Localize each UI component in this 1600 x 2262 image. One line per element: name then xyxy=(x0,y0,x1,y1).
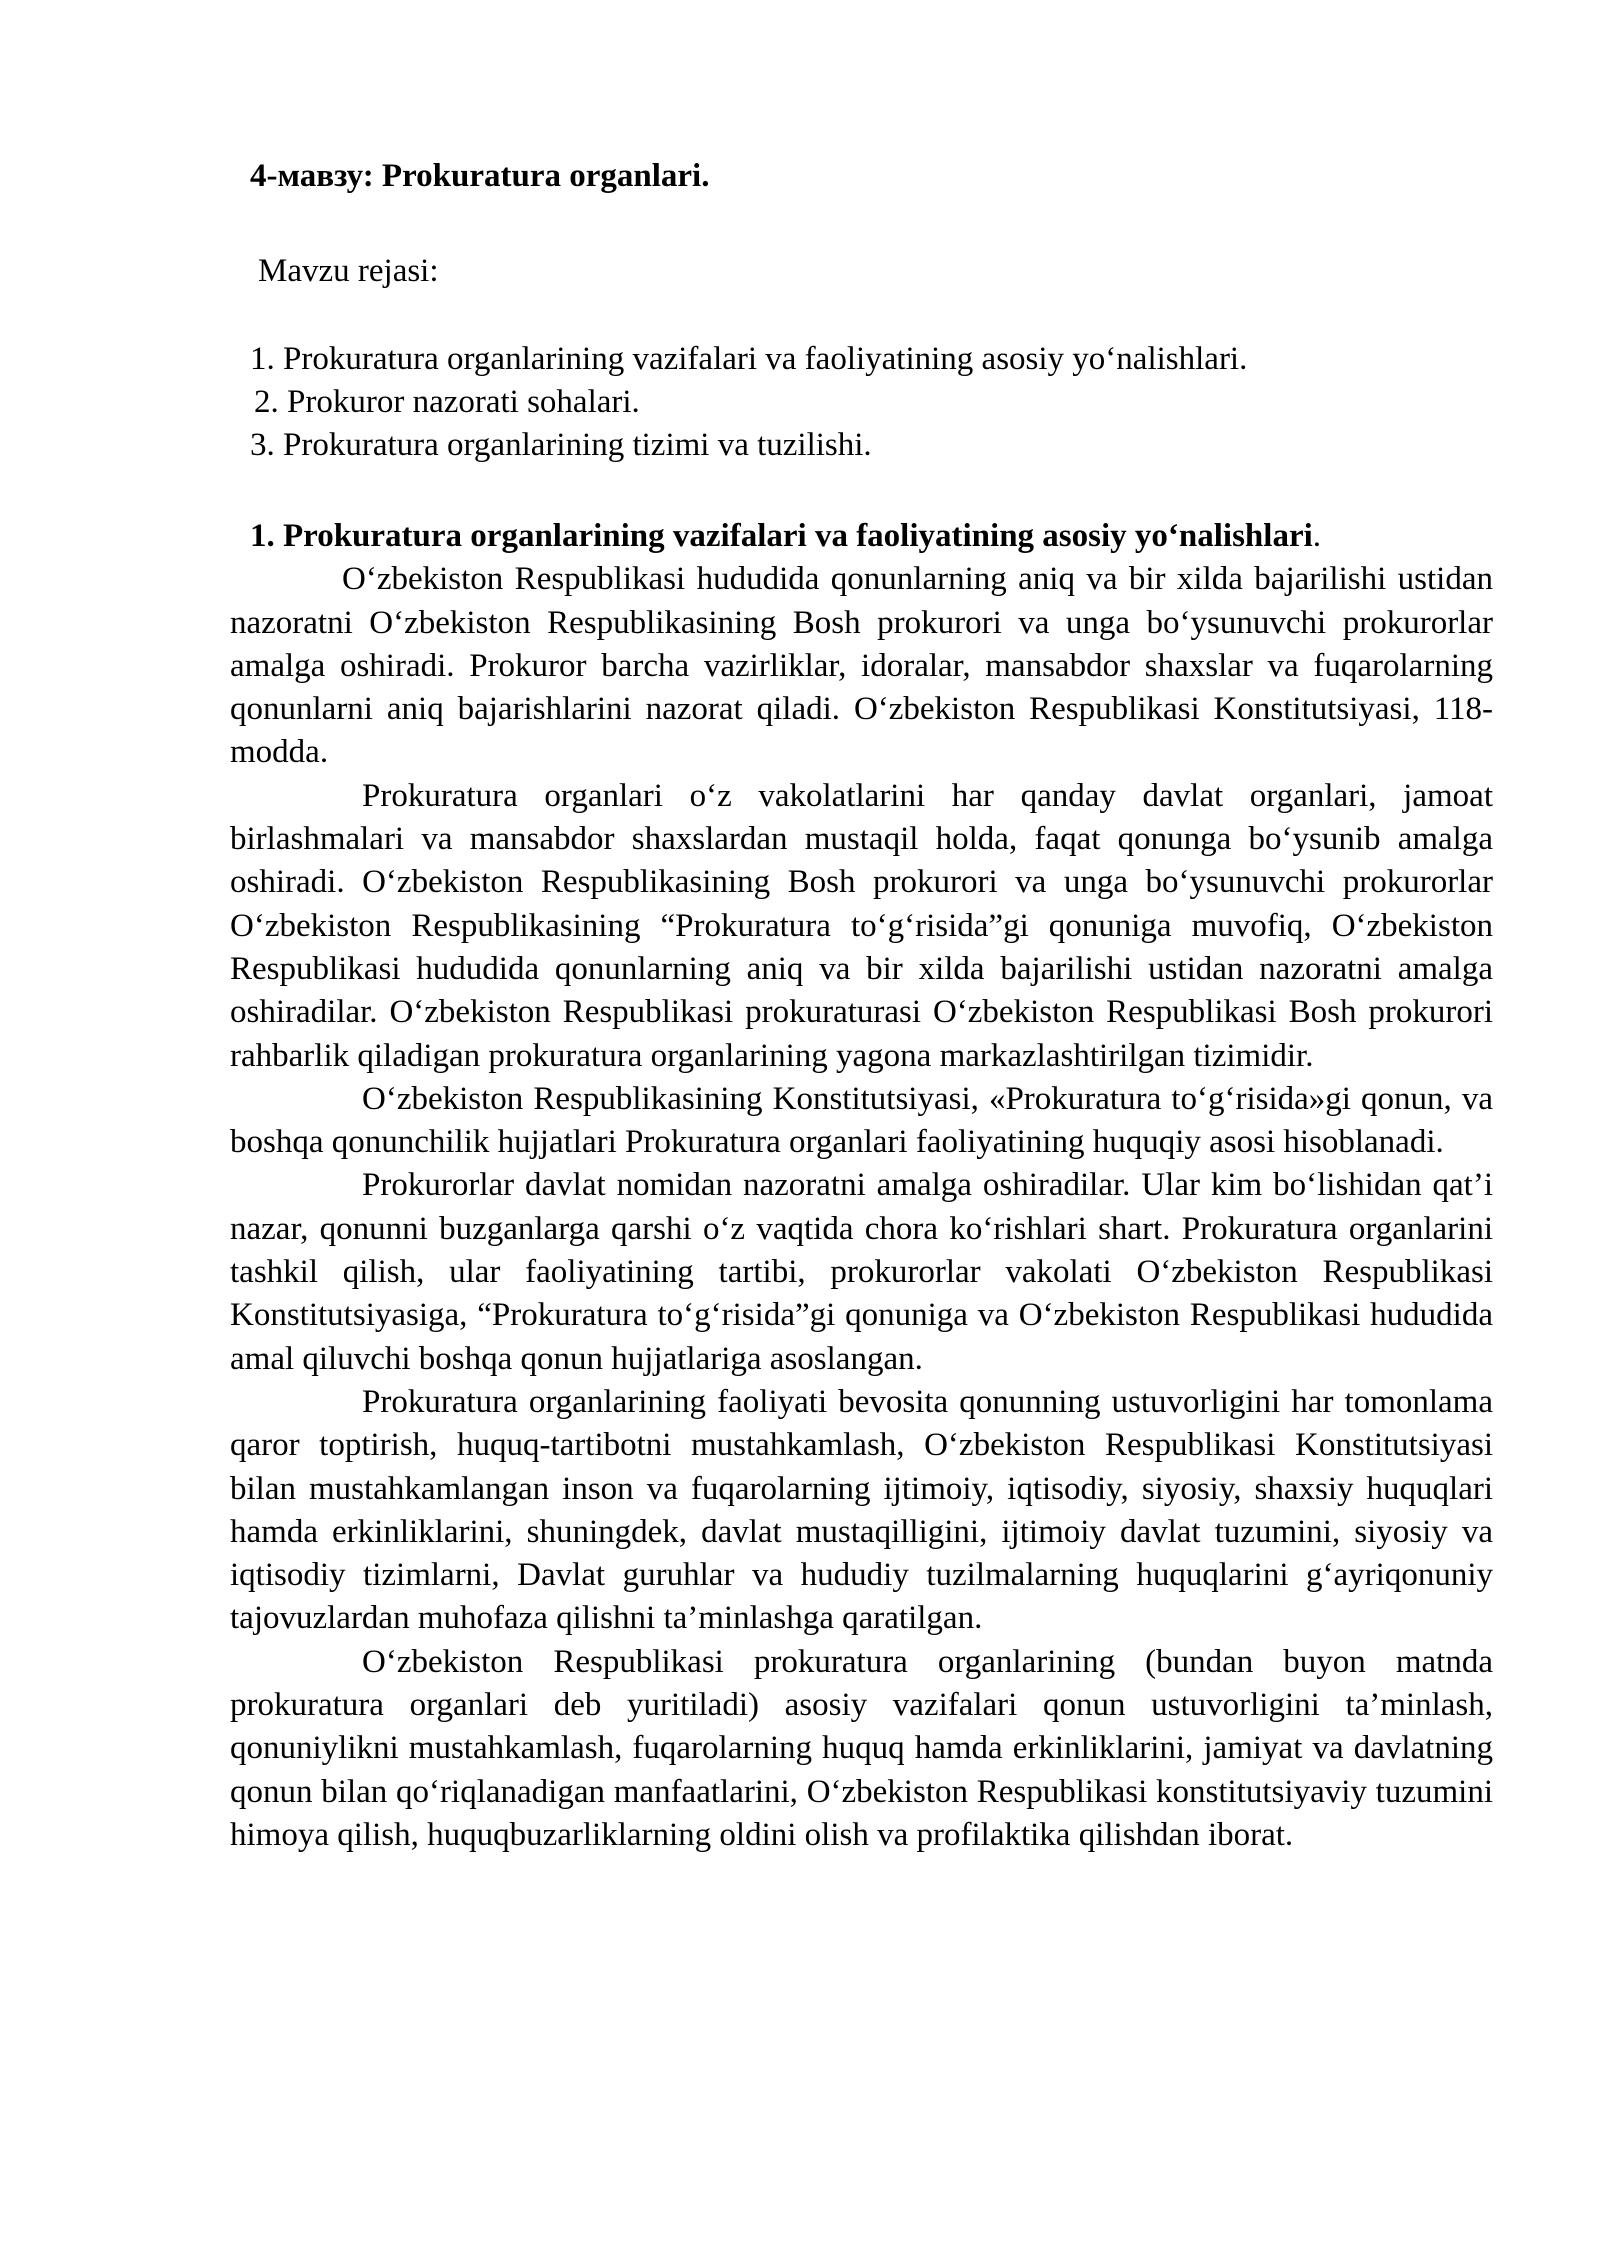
paragraph-1: O‘zbekiston Respublikasi hududida qonunlarning aniq va bir xilda bajarilishi ustidan nazoratni O‘zbekiston Respublikasining Bosh prokurori va unga bo‘ysunuvchi prokurorlar amalga oshiradi. Prokuror barcha vazirliklar, idoralar, mansabdor shaxslar va fuqarolarning qonunlarni aniq bajarishlarini nazorat qiladi. O‘zbekiston Respublikasi Konstitutsiyasi, 118-modda. xyxy=(230,561,1493,771)
section-heading-text: 1. Prokuratura organlarining vazifalari va faoliyatining asosiy yo‘nalishlari xyxy=(250,518,1313,554)
paragraph-3: O‘zbekiston Respublikasining Konstitutsiyasi, «Prokuratura to‘g‘risida»gi qonun, va boshqa qonunchilik hujjatlari Prokuratura organlari faoliyatining huquqiy asosi hisoblanadi. xyxy=(230,1080,1493,1161)
document-body xyxy=(230,515,1493,1857)
plan-item-2: 2. Prokuror nazorati sohalari. xyxy=(254,384,640,420)
paragraph-5: Prokuratura organlarining faoliyati bevosita qonunning ustuvorligini har tomonlama qaror toptirish, huquq-tartibotni mustahkamlash, O‘zbekiston Respublikasi Konstitutsiyasi bilan mustahkamlangan inson va fuqarolarning ijtimoiy, iqtisodiy, siyosiy, shaxsiy huquqlari hamda erkinliklarini, shuningdek, davlat mustaqilligini, ijtimoiy davlat tuzumini, siyosiy va iqtisodiy tizimlarni, Davlat guruhlar va hududiy tuzilmalarning huquqlarini g‘ayriqonuniy tajovuzlardan muhofaza qilishni ta’minlashga qaratilgan. xyxy=(230,1383,1493,1637)
plan-list xyxy=(250,338,1247,467)
document-title: 4-мавзу: Prokuratura organlari. xyxy=(250,158,710,194)
paragraph-6: O‘zbekiston Respublikasi prokuratura organlarining (bundan buyon matnda prokuratura organlari deb yuritiladi) asosiy vazifalari qonun ustuvorligini ta’minlash, qonuniylikni mustahkamlash, fuqarolarning huquq hamda erkinliklarini, jamiyat va davlatning qonun bilan qo‘riqlanadigan manfaatlarini, O‘zbekiston Respublikasi konstitutsiyaviy tuzumini himoya qilish, huquqbuzarliklarning oldini olish va profilaktika qilishdan iborat. xyxy=(230,1643,1493,1853)
section-heading xyxy=(230,515,1493,558)
paragraph-4: Prokurorlar davlat nomidan nazoratni amalga oshiradilar. Ular kim bo‘lishidan qat’i nazar, qonunni buzganlarga qarshi o‘z vaqtida chora ko‘rishlari shart. Prokuratura organlarini tashkil qilish, ular faoliyatining tartibi, prokurorlar vakolati O‘zbekiston Respublikasi Konstitutsiyasiga, “Prokuratura to‘g‘risida”gi qonuniga va O‘zbekiston Respublikasi hududida amal qiluvchi boshqa qonun hujjatlariga asoslangan. xyxy=(230,1167,1493,1377)
section-heading-tail: . xyxy=(1312,518,1322,554)
plan-item-3: 3. Prokuratura organlarining tizimi va tuzilishi. xyxy=(250,427,872,463)
plan-item-1: 1. Prokuratura organlarining vazifalari va faoliyatining asosiy yo‘nalishlari. xyxy=(250,341,1248,377)
plan-heading: Mavzu rejasi: xyxy=(258,253,439,289)
paragraph-2: Prokuratura organlari o‘z vakolatlarini har qanday davlat organlari, jamoat birlashmalari va mansabdor shaxslardan mustaqil holda, faqat qonunga bo‘ysunib amalga oshiradi. O‘zbekiston Respublikasining Bosh prokurori va unga bo‘ysunuvchi prokurorlar O‘zbekiston Respublikasining “Prokuratura to‘g‘risida”gi qonuniga muvofiq, O‘zbekiston Respublikasi hududida qonunlarning aniq va bir xilda bajarilishi ustidan nazoratni amalga oshiradilar. O‘zbekiston Respublikasi prokuraturasi O‘zbekiston Respublikasi Bosh prokurori rahbarlik qiladigan prokuratura organlarining yagona markazlashtirilgan tizimidir. xyxy=(230,777,1493,1074)
